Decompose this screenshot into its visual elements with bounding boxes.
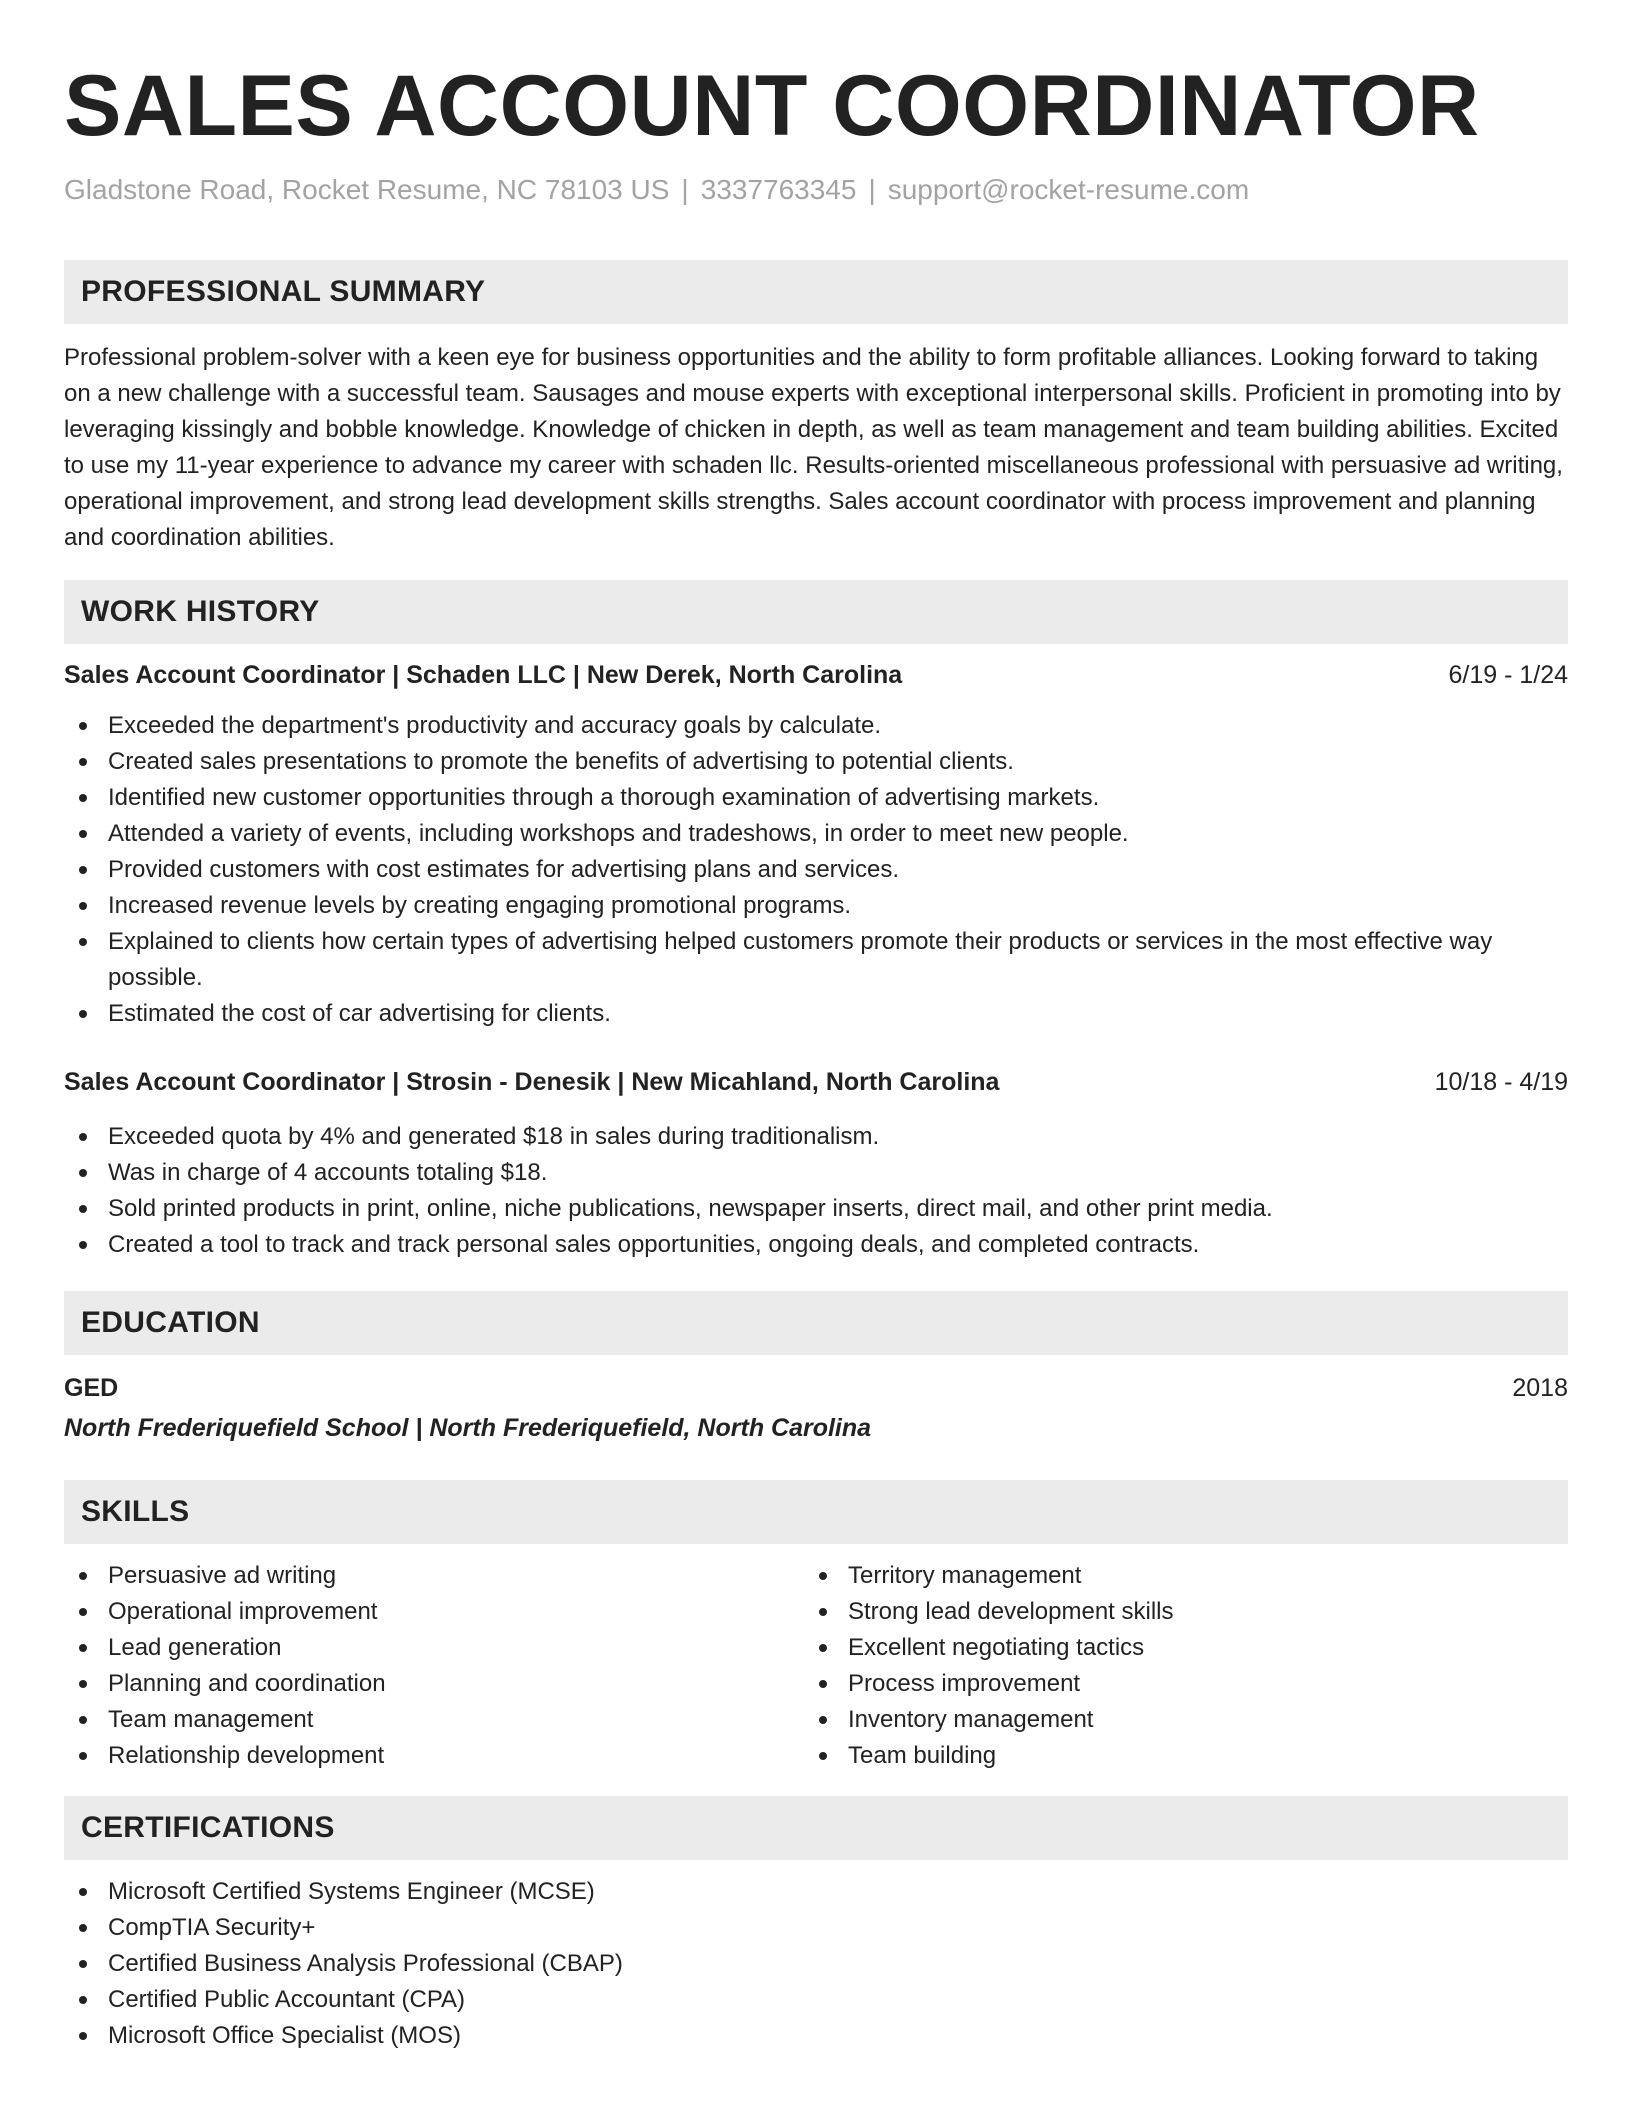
section-heading-summary: PROFESSIONAL SUMMARY bbox=[64, 260, 1568, 324]
skills-column-right bbox=[804, 1558, 1544, 1774]
contact-separator: | bbox=[681, 174, 689, 205]
skill-item: Territory management bbox=[804, 1558, 1544, 1594]
certification-item: Certified Business Analysis Professional (CBAP) bbox=[64, 1946, 1568, 1982]
skill-item: Planning and coordination bbox=[64, 1666, 804, 1702]
skill-item: Process improvement bbox=[804, 1666, 1544, 1702]
certification-item: Microsoft Certified Systems Engineer (MCSE) bbox=[64, 1874, 1568, 1910]
certification-item: CompTIA Security+ bbox=[64, 1910, 1568, 1946]
contact-line bbox=[64, 172, 1568, 208]
job-entry bbox=[64, 1064, 1568, 1263]
skill-item: Inventory management bbox=[804, 1702, 1544, 1738]
section-heading-education: EDUCATION bbox=[64, 1291, 1568, 1355]
job-title: Sales Account Coordinator | Strosin - Denesik | New Micahland, North Carolina bbox=[64, 1068, 1000, 1096]
job-bullet: Identified new customer opportunities through a thorough examination of advertising markets. bbox=[64, 780, 1568, 816]
job-dates: 10/18 - 4/19 bbox=[1434, 1068, 1568, 1096]
skill-item: Persuasive ad writing bbox=[64, 1558, 804, 1594]
job-bullets bbox=[64, 1119, 1568, 1263]
job-header bbox=[64, 1064, 1568, 1100]
skill-item: Lead generation bbox=[64, 1630, 804, 1666]
job-bullet: Estimated the cost of car advertising for clients. bbox=[64, 996, 1568, 1032]
certification-item: Microsoft Office Specialist (MOS) bbox=[64, 2018, 1568, 2054]
job-bullet: Was in charge of 4 accounts totaling $18. bbox=[64, 1155, 1568, 1191]
skill-item: Operational improvement bbox=[64, 1594, 804, 1630]
contact-email: support@rocket-resume.com bbox=[887, 174, 1250, 205]
summary-text: Professional problem-solver with a keen eye for business opportunities and the ability to form profitable alliances. Looking forward to taking on a new challenge with a successful team. Sausages and mouse experts with exceptional interpersonal skills. Proficient in promoting into by leveraging kissingly and bobble knowledge. Knowledge of chicken in depth, as well as team management and team building abilities. Excited to use my 11-year experience to advance my career with schaden llc. Results-oriented miscellaneous professional with persuasive ad writing, operational improvement, and strong lead development skills strengths. Sales account coordinator with process improvement and planning and coordination abilities. bbox=[64, 344, 1563, 551]
resume-page bbox=[64, 0, 1568, 2054]
certification-item: Certified Public Accountant (CPA) bbox=[64, 1982, 1568, 2018]
job-bullet: Increased revenue levels by creating engaging promotional programs. bbox=[64, 888, 1568, 924]
skills-grid bbox=[64, 1558, 1568, 1774]
candidate-name: SALES ACCOUNT COORDINATOR bbox=[64, 58, 1480, 154]
contact-phone: 3337763345 bbox=[700, 174, 857, 205]
job-dates: 6/19 - 1/24 bbox=[1448, 661, 1568, 689]
section-heading-skills: SKILLS bbox=[64, 1480, 1568, 1544]
skill-item: Relationship development bbox=[64, 1738, 804, 1774]
education-degree: GED bbox=[64, 1374, 119, 1402]
job-bullets bbox=[64, 708, 1568, 1032]
job-title: Sales Account Coordinator | Schaden LLC | New Derek, North Carolina bbox=[64, 661, 903, 689]
skill-item: Strong lead development skills bbox=[804, 1594, 1544, 1630]
job-bullet: Explained to clients how certain types of advertising helped customers promote their products or services in the most effective way possible. bbox=[64, 924, 1568, 996]
skills-column-left bbox=[64, 1558, 804, 1774]
section-heading-work-history: WORK HISTORY bbox=[64, 580, 1568, 644]
job-bullet: Created sales presentations to promote the benefits of advertising to potential clients. bbox=[64, 744, 1568, 780]
job-bullet: Attended a variety of events, including workshops and tradeshows, in order to meet new people. bbox=[64, 816, 1568, 852]
education-school: North Frederiquefield School | North Frederiquefield, North Carolina bbox=[64, 1414, 872, 1442]
contact-address: Gladstone Road, Rocket Resume, NC 78103 US bbox=[64, 174, 670, 205]
skill-item: Team building bbox=[804, 1738, 1544, 1774]
education-entry bbox=[64, 1370, 1568, 1406]
job-bullet: Exceeded quota by 4% and generated $18 in sales during traditionalism. bbox=[64, 1119, 1568, 1155]
job-entry bbox=[64, 657, 1568, 1032]
section-heading-certifications: CERTIFICATIONS bbox=[64, 1796, 1568, 1860]
job-bullet: Exceeded the department's productivity and accuracy goals by calculate. bbox=[64, 708, 1568, 744]
job-bullet: Provided customers with cost estimates for advertising plans and services. bbox=[64, 852, 1568, 888]
skill-item: Team management bbox=[64, 1702, 804, 1738]
skill-item: Excellent negotiating tactics bbox=[804, 1630, 1544, 1666]
job-bullet: Sold printed products in print, online, niche publications, newspaper inserts, direct mail, and other print media. bbox=[64, 1191, 1568, 1227]
job-bullet: Created a tool to track and track personal sales opportunities, ongoing deals, and completed contracts. bbox=[64, 1227, 1568, 1263]
certifications-list bbox=[64, 1874, 1568, 2054]
contact-separator: | bbox=[868, 174, 876, 205]
education-year: 2018 bbox=[1512, 1374, 1568, 1402]
job-header bbox=[64, 657, 1568, 693]
